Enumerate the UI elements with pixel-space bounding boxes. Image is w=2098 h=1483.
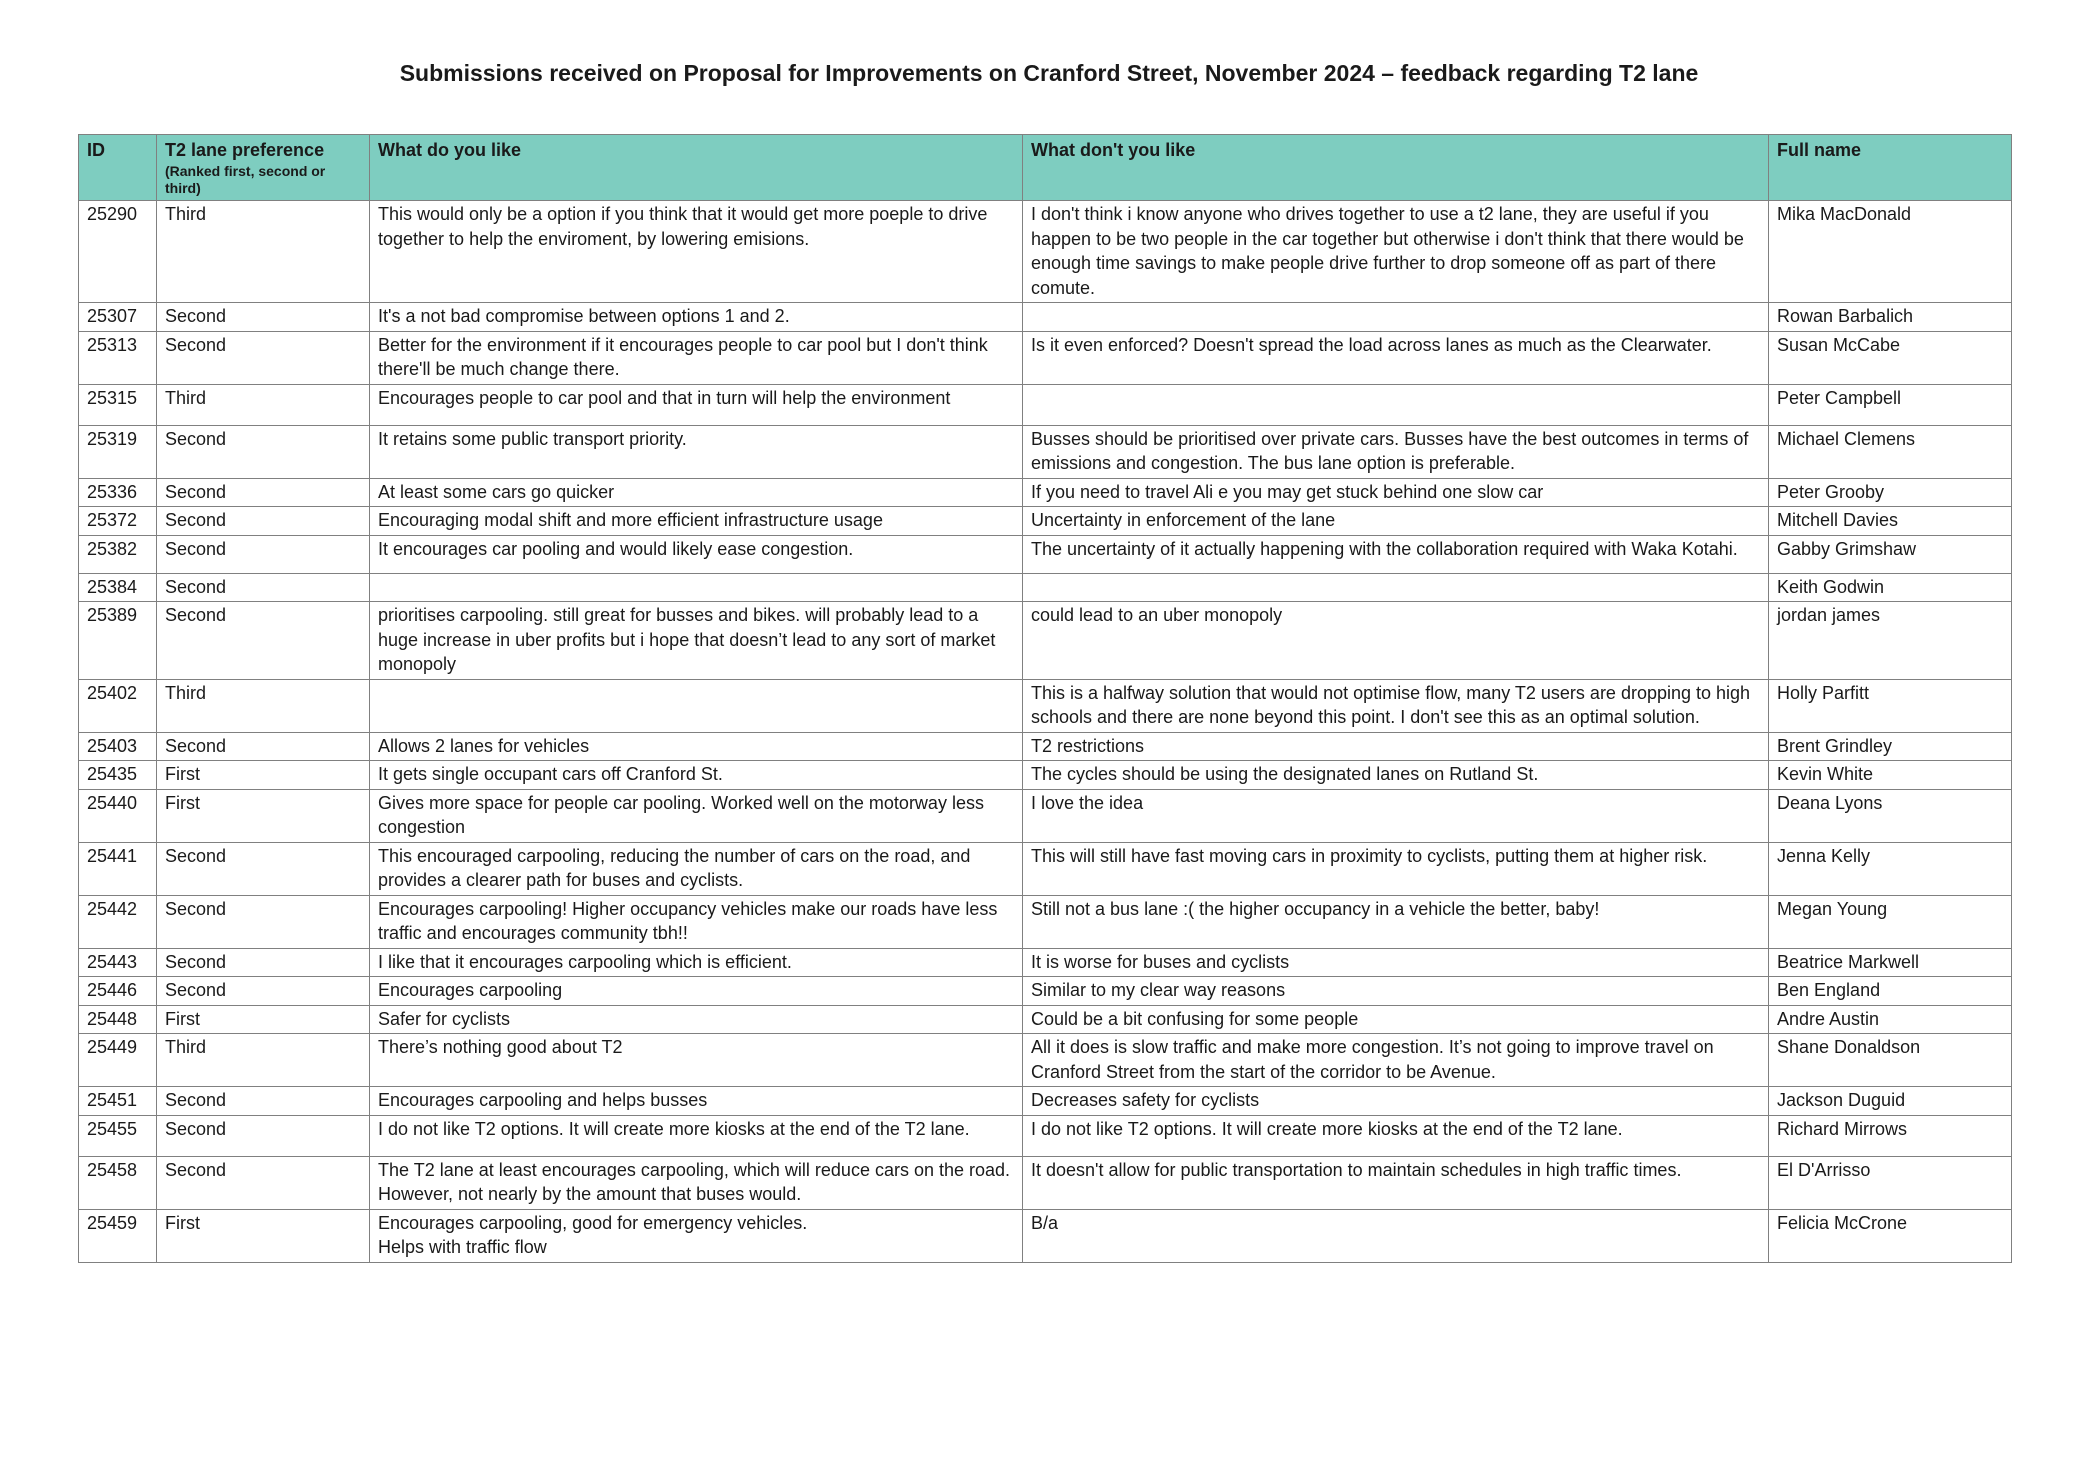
cell-dislike: All it does is slow traffic and make more congestion. It’s not going to improve travel on Cranford Street from the start of the corridor to be Avenue.: [1023, 1034, 1769, 1087]
cell-like: Encourages carpooling! Higher occupancy vehicles make our roads have less traffic and encourages community tbh!!: [370, 895, 1023, 948]
table-row: [79, 303, 2012, 332]
cell-preference: First: [157, 789, 370, 842]
cell-id: 25458: [79, 1156, 157, 1209]
table-row: [79, 573, 2012, 602]
table-row: [79, 535, 2012, 573]
table-row: [79, 1209, 2012, 1262]
cell-like: Encourages carpooling, good for emergency vehicles. Helps with traffic flow: [370, 1209, 1023, 1262]
table-row: [79, 679, 2012, 732]
cell-full-name: Keith Godwin: [1769, 573, 2012, 602]
cell-like: This would only be a option if you think that it would get more poeple to drive together to help the enviroment, by lowering emisions.: [370, 201, 1023, 303]
cell-like: It encourages car pooling and would likely ease congestion.: [370, 535, 1023, 573]
cell-full-name: Jenna Kelly: [1769, 842, 2012, 895]
cell-id: 25448: [79, 1005, 157, 1034]
cell-full-name: Susan McCabe: [1769, 331, 2012, 384]
cell-like: Encourages carpooling: [370, 977, 1023, 1006]
cell-like: The T2 lane at least encourages carpooling, which will reduce cars on the road. However, not nearly by the amount that buses would.: [370, 1156, 1023, 1209]
column-header-preference-label: T2 lane preference: [165, 140, 325, 160]
cell-preference: Second: [157, 1156, 370, 1209]
cell-dislike: I love the idea: [1023, 789, 1769, 842]
cell-full-name: Beatrice Markwell: [1769, 948, 2012, 977]
table-row: [79, 761, 2012, 790]
cell-preference: Second: [157, 842, 370, 895]
table-row: [79, 895, 2012, 948]
cell-preference: Second: [157, 535, 370, 573]
table-row: [79, 331, 2012, 384]
cell-full-name: Ben England: [1769, 977, 2012, 1006]
cell-preference: Second: [157, 303, 370, 332]
cell-like: I do not like T2 options. It will create more kiosks at the end of the T2 lane.: [370, 1115, 1023, 1156]
table-row: [79, 425, 2012, 478]
cell-full-name: Shane Donaldson: [1769, 1034, 2012, 1087]
cell-id: 25336: [79, 478, 157, 507]
cell-full-name: Holly Parfitt: [1769, 679, 2012, 732]
cell-like: This encouraged carpooling, reducing the number of cars on the road, and provides a clearer path for buses and cyclists.: [370, 842, 1023, 895]
page-title: Submissions received on Proposal for Improvements on Cranford Street, November 2024 – feedback regarding T2 lane: [399, 60, 1699, 86]
cell-id: 25389: [79, 602, 157, 680]
cell-full-name: Gabby Grimshaw: [1769, 535, 2012, 573]
cell-like: [370, 679, 1023, 732]
cell-dislike: The uncertainty of it actually happening with the collaboration required with Waka Kotahi.: [1023, 535, 1769, 573]
cell-id: 25441: [79, 842, 157, 895]
cell-like: [370, 573, 1023, 602]
cell-full-name: Felicia McCrone: [1769, 1209, 2012, 1262]
cell-preference: Third: [157, 679, 370, 732]
column-header-name: Full name: [1769, 135, 2012, 201]
cell-id: 25455: [79, 1115, 157, 1156]
cell-dislike: B/a: [1023, 1209, 1769, 1262]
table-row: [79, 507, 2012, 536]
table-row: [79, 1005, 2012, 1034]
cell-preference: Third: [157, 1034, 370, 1087]
cell-id: 25384: [79, 573, 157, 602]
table-row: [79, 732, 2012, 761]
cell-id: 25440: [79, 789, 157, 842]
cell-dislike: [1023, 384, 1769, 425]
cell-id: 25382: [79, 535, 157, 573]
cell-preference: Third: [157, 384, 370, 425]
cell-dislike: Is it even enforced? Doesn't spread the load across lanes as much as the Clearwater.: [1023, 331, 1769, 384]
table-row: [79, 1034, 2012, 1087]
cell-full-name: Mitchell Davies: [1769, 507, 2012, 536]
cell-like: Allows 2 lanes for vehicles: [370, 732, 1023, 761]
cell-id: 25435: [79, 761, 157, 790]
cell-full-name: Andre Austin: [1769, 1005, 2012, 1034]
table-row: [79, 384, 2012, 425]
table-row: [79, 842, 2012, 895]
cell-preference: Second: [157, 573, 370, 602]
cell-full-name: Michael Clemens: [1769, 425, 2012, 478]
cell-id: 25442: [79, 895, 157, 948]
cell-id: 25290: [79, 201, 157, 303]
cell-full-name: Brent Grindley: [1769, 732, 2012, 761]
column-header-id: ID: [79, 135, 157, 201]
cell-id: 25372: [79, 507, 157, 536]
cell-preference: Second: [157, 507, 370, 536]
cell-like: prioritises carpooling. still great for busses and bikes. will probably lead to a huge increase in uber profits but i hope that doesn’t lead to any sort of market monopoly: [370, 602, 1023, 680]
cell-full-name: Peter Grooby: [1769, 478, 2012, 507]
cell-id: 25402: [79, 679, 157, 732]
cell-dislike: [1023, 573, 1769, 602]
cell-full-name: Kevin White: [1769, 761, 2012, 790]
cell-dislike: This is a halfway solution that would not optimise flow, many T2 users are dropping to high schools and there are none beyond this point. I don't see this as an optimal solution.: [1023, 679, 1769, 732]
table-row: [79, 977, 2012, 1006]
cell-like: Better for the environment if it encourages people to car pool but I don't think there'll be much change there.: [370, 331, 1023, 384]
cell-like: I like that it encourages carpooling which is efficient.: [370, 948, 1023, 977]
cell-like: Gives more space for people car pooling. Worked well on the motorway less congestion: [370, 789, 1023, 842]
cell-dislike: Still not a bus lane :( the higher occupancy in a vehicle the better, baby!: [1023, 895, 1769, 948]
cell-like: At least some cars go quicker: [370, 478, 1023, 507]
cell-preference: Second: [157, 425, 370, 478]
cell-dislike: Similar to my clear way reasons: [1023, 977, 1769, 1006]
cell-id: 25459: [79, 1209, 157, 1262]
cell-id: 25315: [79, 384, 157, 425]
cell-dislike: If you need to travel Ali e you may get stuck behind one slow car: [1023, 478, 1769, 507]
cell-dislike: Decreases safety for cyclists: [1023, 1087, 1769, 1116]
column-header-like: What do you like: [370, 135, 1023, 201]
cell-preference: Third: [157, 201, 370, 303]
table-header-row: [79, 135, 2012, 201]
cell-id: 25319: [79, 425, 157, 478]
cell-dislike: It doesn't allow for public transportation to maintain schedules in high traffic times.: [1023, 1156, 1769, 1209]
submissions-table: [78, 134, 2012, 1263]
cell-full-name: Deana Lyons: [1769, 789, 2012, 842]
cell-like: It retains some public transport priority.: [370, 425, 1023, 478]
cell-dislike: Busses should be prioritised over private cars. Busses have the best outcomes in terms of emissions and congestion. The bus lane option is preferable.: [1023, 425, 1769, 478]
cell-full-name: El D'Arrisso: [1769, 1156, 2012, 1209]
cell-id: 25403: [79, 732, 157, 761]
cell-like: Safer for cyclists: [370, 1005, 1023, 1034]
cell-full-name: Rowan Barbalich: [1769, 303, 2012, 332]
cell-dislike: This will still have fast moving cars in proximity to cyclists, putting them at higher risk.: [1023, 842, 1769, 895]
cell-dislike: [1023, 303, 1769, 332]
cell-dislike: could lead to an uber monopoly: [1023, 602, 1769, 680]
cell-full-name: jordan james: [1769, 602, 2012, 680]
table-row: [79, 1156, 2012, 1209]
cell-dislike: I do not like T2 options. It will create more kiosks at the end of the T2 lane.: [1023, 1115, 1769, 1156]
cell-like: It gets single occupant cars off Cranford St.: [370, 761, 1023, 790]
cell-like: Encourages people to car pool and that in turn will help the environment: [370, 384, 1023, 425]
cell-like: Encourages carpooling and helps busses: [370, 1087, 1023, 1116]
cell-dislike: I don't think i know anyone who drives together to use a t2 lane, they are useful if you happen to be two people in the car together but otherwise i don't think that there would be enough time savings to make people drive further to drop someone off as part of there comute.: [1023, 201, 1769, 303]
table-row: [79, 1087, 2012, 1116]
cell-id: 25446: [79, 977, 157, 1006]
cell-id: 25443: [79, 948, 157, 977]
table-body: [79, 201, 2012, 1263]
cell-dislike: T2 restrictions: [1023, 732, 1769, 761]
table-row: [79, 602, 2012, 680]
cell-preference: Second: [157, 732, 370, 761]
cell-preference: Second: [157, 1115, 370, 1156]
cell-dislike: Could be a bit confusing for some people: [1023, 1005, 1769, 1034]
cell-full-name: Mika MacDonald: [1769, 201, 2012, 303]
cell-dislike: The cycles should be using the designated lanes on Rutland St.: [1023, 761, 1769, 790]
cell-preference: Second: [157, 478, 370, 507]
cell-like: It's a not bad compromise between options 1 and 2.: [370, 303, 1023, 332]
cell-full-name: Jackson Duguid: [1769, 1087, 2012, 1116]
cell-preference: First: [157, 1005, 370, 1034]
cell-preference: Second: [157, 331, 370, 384]
cell-preference: Second: [157, 1087, 370, 1116]
cell-preference: First: [157, 1209, 370, 1262]
table-row: [79, 789, 2012, 842]
cell-dislike: It is worse for buses and cyclists: [1023, 948, 1769, 977]
cell-preference: Second: [157, 895, 370, 948]
cell-id: 25313: [79, 331, 157, 384]
table-row: [79, 478, 2012, 507]
table-row: [79, 1115, 2012, 1156]
cell-dislike: Uncertainty in enforcement of the lane: [1023, 507, 1769, 536]
cell-id: 25449: [79, 1034, 157, 1087]
column-header-preference-note: (Ranked first, second or third): [165, 162, 326, 196]
cell-like: There’s nothing good about T2: [370, 1034, 1023, 1087]
cell-preference: Second: [157, 977, 370, 1006]
column-header-dislike: What don't you like: [1023, 135, 1769, 201]
cell-full-name: Megan Young: [1769, 895, 2012, 948]
cell-full-name: Richard Mirrows: [1769, 1115, 2012, 1156]
column-header-preference: [157, 135, 370, 201]
cell-full-name: Peter Campbell: [1769, 384, 2012, 425]
table-row: [79, 201, 2012, 303]
cell-like: Encouraging modal shift and more efficient infrastructure usage: [370, 507, 1023, 536]
cell-id: 25451: [79, 1087, 157, 1116]
cell-preference: Second: [157, 948, 370, 977]
cell-id: 25307: [79, 303, 157, 332]
cell-preference: Second: [157, 602, 370, 680]
table-row: [79, 948, 2012, 977]
cell-preference: First: [157, 761, 370, 790]
